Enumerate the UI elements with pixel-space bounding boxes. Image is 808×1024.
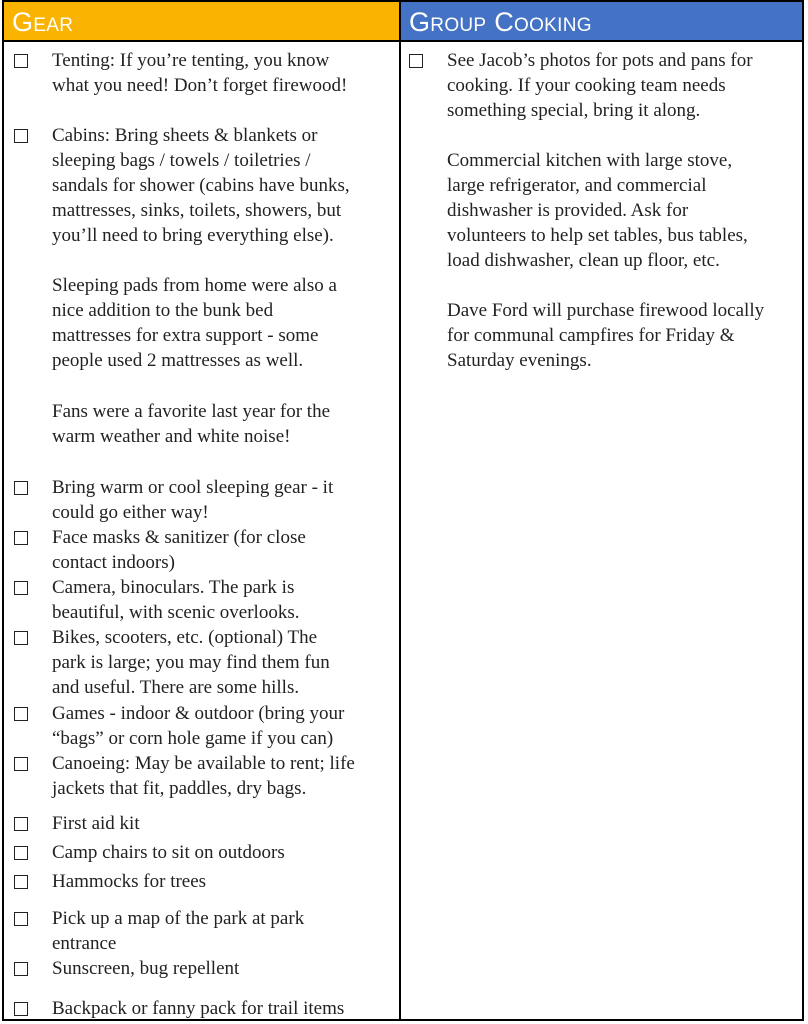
- item-text: Canoeing: May be available to rent; life jackets that fit, paddles, dry bags.: [52, 753, 355, 799]
- item-text: Bikes, scooters, etc. (optional) The park is large; you may find them fun and useful. There are some hills.: [52, 627, 330, 698]
- cooking-header: Group Cooking: [401, 2, 802, 42]
- gear-column: [4, 2, 399, 1019]
- item-text: Backpack or fanny pack for trail items: [52, 998, 345, 1019]
- checkbox[interactable]: [14, 962, 28, 976]
- checkbox[interactable]: [14, 817, 28, 831]
- checkbox[interactable]: [14, 531, 28, 545]
- checkbox[interactable]: [14, 54, 28, 68]
- checkbox[interactable]: [14, 875, 28, 889]
- checkbox[interactable]: [14, 481, 28, 495]
- checkbox[interactable]: [14, 581, 28, 595]
- checklist-table: [2, 0, 804, 1021]
- checkbox[interactable]: [14, 129, 28, 143]
- checkbox[interactable]: [14, 846, 28, 860]
- item-text: Games - indoor & outdoor (bring your “bags” or corn hole game if you can): [52, 703, 345, 749]
- item-text: Bring warm or cool sleeping gear - it could go either way!: [52, 477, 334, 523]
- checkbox[interactable]: [14, 631, 28, 645]
- item-text: Hammocks for trees: [52, 871, 207, 892]
- checkbox[interactable]: [14, 1002, 28, 1016]
- note-paragraph: Commercial kitchen with large stove, large refrigerator, and commercial dishwasher is provided. Ask for volunteers to help set tables, bus tables, load dishwasher, clean up floor, etc.: [447, 150, 748, 271]
- cooking-column: [399, 2, 802, 1019]
- note-paragraph: Dave Ford will purchase firewood locally for communal campfires for Friday & Saturday evenings.: [447, 300, 765, 371]
- checkbox[interactable]: [14, 912, 28, 926]
- item-text: Cabins: Bring sheets & blankets or sleeping bags / towels / toiletries / sandals for shower (cabins have bunks, mattresses, sinks, toilets, showers, but you’ll need to bring everything else).: [52, 125, 350, 246]
- checkbox[interactable]: [14, 707, 28, 721]
- checkbox[interactable]: [409, 54, 423, 68]
- gear-header: Gear: [4, 2, 399, 42]
- item-text: Camera, binoculars. The park is beautiful, with scenic overlooks.: [52, 577, 300, 623]
- item-text: Camp chairs to sit on outdoors: [52, 842, 285, 863]
- item-text: First aid kit: [52, 813, 140, 834]
- item-text: Sunscreen, bug repellent: [52, 958, 240, 979]
- item-text: See Jacob’s photos for pots and pans for cooking. If your cooking team needs something special, bring it along.: [447, 50, 753, 121]
- note-paragraph: Sleeping pads from home were also a nice addition to the bunk bed mattresses for extra support - some people used 2 mattresses as well.: [52, 275, 337, 371]
- note-paragraph: Fans were a favorite last year for the warm weather and white noise!: [52, 401, 331, 447]
- item-text: Face masks & sanitizer (for close contact indoors): [52, 527, 306, 573]
- item-text: Pick up a map of the park at park entrance: [52, 908, 305, 954]
- checkbox[interactable]: [14, 757, 28, 771]
- item-text: Tenting: If you’re tenting, you know what you need! Don’t forget firewood!: [52, 50, 348, 96]
